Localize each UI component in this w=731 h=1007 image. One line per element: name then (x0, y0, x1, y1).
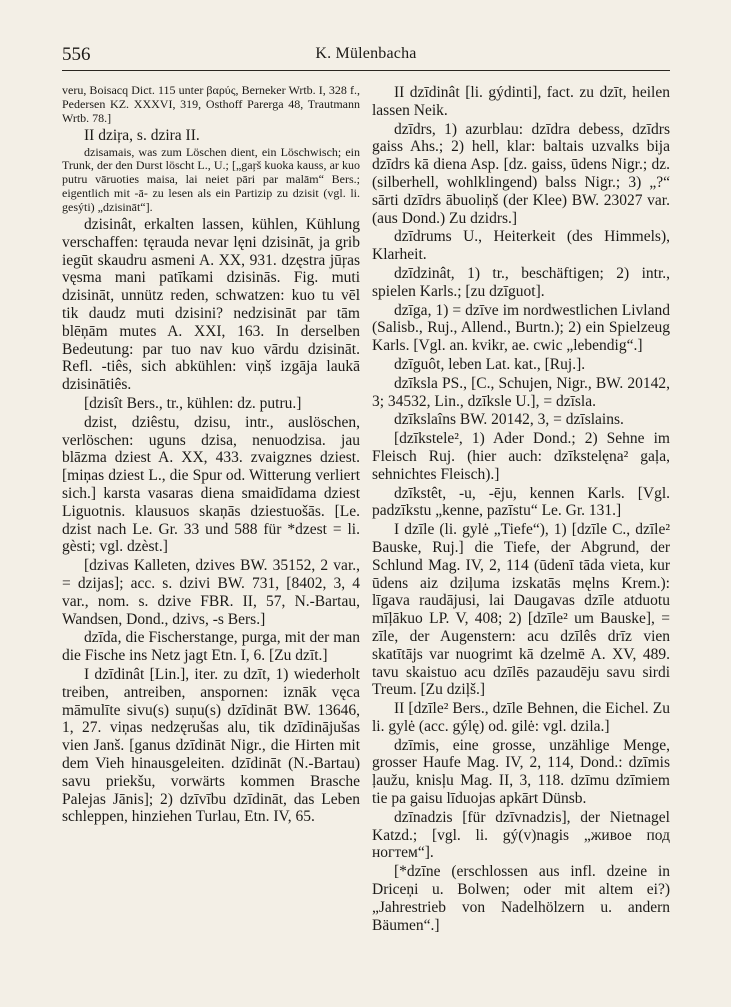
page-number: 556 (62, 44, 91, 65)
dictionary-entry: dzīmis, eine grosse, unzählige Menge, grosser Haufe Mag. IV, 2, 114, Dond.: dzīmis ļaužu, knisļu Mag. II, 3, 118. dzīmu dzīmiem tie pa gaisu līduojas apkārt Dünsb. (372, 736, 670, 808)
dictionary-entry: [dzisît Bers., tr., kühlen: dz. putru.] (84, 395, 302, 413)
dictionary-entry: dzīda, die Fischerstange, purga, mit der man die Fische ins Netz jagt Etn. I, 6. [Zu dzīt.] (62, 629, 360, 665)
dictionary-entry: I dzīdinât [Lin.], iter. zu dzīt, 1) wiederholt treiben, antreiben, anspornen: iznāk vęca māmulīte sivu(s) suņu(s) dzīdināt BW. 13646, 1, 27. viņas nedzęrušas alu, tik dzīdinājušas vien Janš. [ganus dzīdināt Nigr., die Hirten mit dem Vieh hinausgeleiten. dzīdināt (N.-Bartau) savu priekšu, vorwärts kommen Brasche Palejas Jānis]; 2) dzīvību dzīdināt, das Leben schleppen, hinziehen Turlau, Etn. IV, 65. (62, 665, 360, 826)
dictionary-entry: dzisinât, erkalten lassen, kühlen, Kühlung verschaffen: tęrauda nevar lęni dzisināt, ja grib iegūt skaudru asmeni A. XX, 931. dzęstra jūŗas vęsma mani patīkami dzisinās. Fig. muti dzisināt, unnütz reden, schwatzen: kuo tu vēl tik daudz muti dzisini? nedzisināt par tām blēņām mutes A. XXI, 163. In derselben Bedeutung: par tuo nav kuo vārdu dzisināt. Refl. -tiês, sich abkühlen: viņš izgāja laukā dzisinātiês. (62, 216, 360, 394)
dictionary-entry: dzīkstêt, -u, -ēju, kennen Karls. [Vgl. padzīkstu „kenne, pazīstu“ Le. Gr. 131.] (372, 484, 670, 520)
dictionary-entry: dzīdrs, 1) azurblau: dzīdra debess, dzīdrs gaiss Ahs.; 2) hell, klar: baltais uzvalks bija dzīdrs kā diena Asp. [dz. gaiss, ūdens Nigr.; dz. (silberhell, wohlklingend) balss Nigr.; 3) „?“ sārti dzīdrs ābuoliņš (der Klee) BW. 23027 var. (aus Dond.) Zu dzidrs.] (372, 120, 670, 227)
dictionary-entry: II dzīdinât [li. gýdinti], fact. zu dzīt, heilen lassen Neik. (372, 84, 670, 119)
dictionary-entry: veru, Boisacq Dict. 115 unter βαρύς, Berneker Wrtb. I, 328 f., Pedersen KZ. XXXVI, 319, Osthoff Parerga 48, Trautmann Wrtb. 78.] (62, 84, 360, 125)
dictionary-entry: II [dzīle² Bers., dzīle Behnen, die Eichel. Zu li. gylė (acc. gýlę) od. gilė: vgl. dzila.] (372, 700, 670, 735)
dictionary-entry: dzist, dziêstu, dzisu, intr., auslöschen, verlöschen: uguns dzisa, nenuodzisa. jau blāzma dziest A. XX, 433. zvaigznes dziest. [miņas dziest L., die Spur od. Witterung verliert sich.] karsta vasaras diena smaidīdama dziest Liguotnis. klausuos skaņās dziestuošās. [Le. dzist nach Le. Gr. 33 und 588 für *dzest = li. gèsti; vgl. dzèst.] (62, 413, 360, 556)
left-column (62, 84, 360, 990)
right-column (372, 84, 670, 990)
dictionary-entry: dzisamais, was zum Löschen dient, ein Löschwisch; ein Trunk, der den Durst löscht L., U.; [„gaŗš kuoka kauss, ar kuo putru vāruoties maisa, lai neiet pāri par malām“ Bers.; eigentlich mit -ā- zu lesen als ein Partizip zu dzisit (vgl. li. gesýti) „dzisināt“]. (62, 144, 360, 215)
dictionary-entry: dzīga, 1) = dzīve im nordwestlichen Livland (Salisb., Ruj., Allend., Burtn.); 2) ein Spielzeug Karls. [Vgl. an. kvikr, ae. cwic „lebendig“.] (372, 301, 670, 355)
page-header (62, 44, 670, 68)
dictionary-entry: [dzīkstele², 1) Ader Dond.; 2) Sehne im Fleisch Ruj. (hier auch: dzīkstelęna² gaļa, sehnichtes Fleisch).] (372, 430, 670, 483)
dictionary-entry: dzīdrums U., Heiterkeit (des Himmels), Klarheit. (372, 228, 670, 264)
dictionary-entry: II dziŗa, s. dzira II. (84, 126, 200, 144)
dictionary-entry: [dzivas Kalleten, dzives BW. 35152, 2 var., = dzijas]; acc. s. dzivi BW. 731, [8402, 3, 4 var., nom. s. dzive FBR. II, 57, N.-Bartau, Wandsen, Dond., dzivs, -s Bers.] (62, 557, 360, 628)
header-rule (62, 70, 670, 71)
running-head: K. Mülenbacha (315, 45, 417, 62)
dictionary-entry: [*dzīne (erschlossen aus infl. dzeine in Driceņi u. Bolwen; oder mit altem ei?) „Jahrestrieb von Nadelhölzern u. andern Bäumen“.] (372, 863, 670, 934)
dictionary-entry: dzīksla PS., [C., Schujen, Nigr., BW. 20142, 3; 34532, Lin., dzīksle U.], = dzīsla. (372, 374, 670, 410)
dictionary-entry: dzīdzinât, 1) tr., beschäftigen; 2) intr., spielen Karls.; [zu dzīguot]. (372, 264, 670, 300)
dictionary-entry: dzīnadzis [für dzīvnadzis], der Nietnagel Katzd.; [vgl. li. gý(v)nagis „живое под ногтем“]. (372, 808, 670, 862)
dictionary-entry: dzīkslaîns BW. 20142, 3, = dzīslains. (394, 411, 624, 429)
dictionary-entry: I dzīle (li. gylė „Tiefe“), 1) [dzīle C., dzīle² Bauske, Ruj.] die Tiefe, der Abgrund, der Schlund Mag. IV, 2, 114 (ūdenī tāda vieta, kur ūdens aiz dziļuma izskatās męlns Krem.): līgava raudājusi, lai Daugavas dzīle atduotu mīļākuo LP. V, 408; 2) [dzīle² um Bauske], = zīle, der Augenstern: acu dzīlês drīz vien skatītājs var nuogrimt kā dzelmē A. XV, 489. tavu skaistuo acu dzīlēs pazaudēju savu sirdi Treum. [Zu dziļš.] (372, 521, 670, 699)
dictionary-entry: dzīguôt, leben Lat. kat., [Ruj.]. (394, 355, 586, 373)
